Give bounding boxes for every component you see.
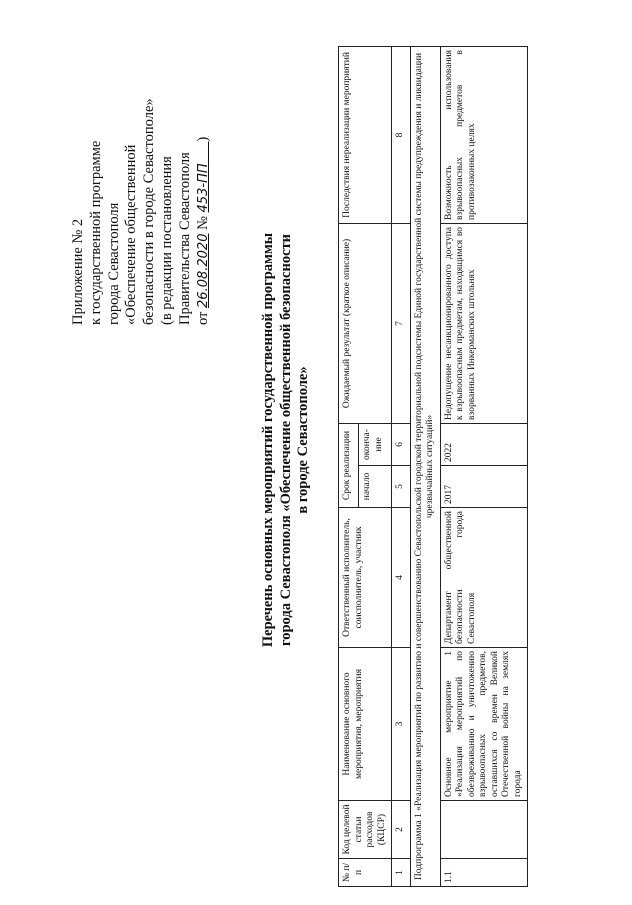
row-start: 2017 <box>440 466 528 508</box>
appendix-line: безопасности в городе Севастополе» <box>141 98 158 325</box>
header-responsible: Ответственный исполнитель, соисполнитель, участник <box>339 508 392 648</box>
subprogram-row <box>410 46 440 886</box>
appendix-line: города Севастополя <box>105 202 122 325</box>
table-header-row <box>339 46 359 886</box>
title-line: города Севастополя «Обеспечение общественной безопасности <box>277 234 294 646</box>
row-name: Основное мероприятие 1 «Реализация мероприятий по обезвреживанию и уничтожению взрывоопасных предметов, оставшихся со времен Великой Отечественной войны на землях города <box>440 648 528 801</box>
header-code: Код целевой статьи расходов (КЦСР) <box>339 801 392 859</box>
appendix-line: Правительства Севастополя <box>176 152 193 325</box>
header-start: начало <box>359 466 392 508</box>
date-prefix: от <box>194 311 211 325</box>
appendix-line: (в редакции постановления <box>158 156 175 325</box>
row-consequences: Возможность использования взрывоопасных предметов в противозаконных целях <box>440 46 528 223</box>
appendix-date-line: от 26.08.2020 № 453-ПП ) <box>194 136 211 325</box>
table-row <box>440 46 528 886</box>
header-result: Ожидаемый результат (краткое описание) <box>339 223 392 423</box>
title-line: в городе Севастополе» <box>295 366 311 514</box>
column-number: 7 <box>392 223 411 423</box>
rotated-sheet <box>0 35 632 905</box>
title-line: Перечень основных мероприятий государственной программы <box>260 232 276 648</box>
column-number: 3 <box>392 648 411 801</box>
header-term: Срок реализации <box>339 423 359 507</box>
column-number: 1 <box>392 859 411 887</box>
appendix-line: «Обеспечение общественной <box>123 144 140 325</box>
decree-number: 453-ПП <box>195 163 211 213</box>
appendix-line: Приложение № 2 <box>70 218 86 325</box>
number-sign: № <box>194 216 211 230</box>
appendix-line: к государственной программе <box>87 140 104 325</box>
row-responsible: Департамент общественной безопасности города Севастополя <box>440 508 528 648</box>
document-title <box>260 160 313 720</box>
appendix-block <box>70 60 212 325</box>
header-end: оконча-ние <box>359 423 392 465</box>
decree-date: 26.08.2020 <box>195 233 211 308</box>
column-number-row <box>392 46 411 886</box>
column-number: 8 <box>392 46 411 223</box>
subprogram-title: Подпрограмма 1 «Реализация мероприятий по развитию и совершенствованию Севастопольской городской территориальной подсистемы Единой государственной системы предупреждения и ликвидации чрезвычайных ситуаций» <box>410 46 440 886</box>
row-code <box>440 801 528 859</box>
column-number: 6 <box>392 423 411 465</box>
header-num: № п/п <box>339 859 392 887</box>
column-number: 2 <box>392 801 411 859</box>
column-number: 5 <box>392 466 411 508</box>
row-num: 1.1 <box>440 859 528 887</box>
measures-table <box>338 46 528 887</box>
header-consequences: Последствия нереализации мероприятий <box>339 46 392 223</box>
column-number: 4 <box>392 508 411 648</box>
header-name: Наименование основного мероприятия, мероприятия <box>339 648 392 801</box>
row-end: 2022 <box>440 423 528 465</box>
row-result: Недопущение несанкционированного доступа к взрывоопасным предметам, находящимся во взорванных Инкерманских штольнях <box>440 223 528 423</box>
